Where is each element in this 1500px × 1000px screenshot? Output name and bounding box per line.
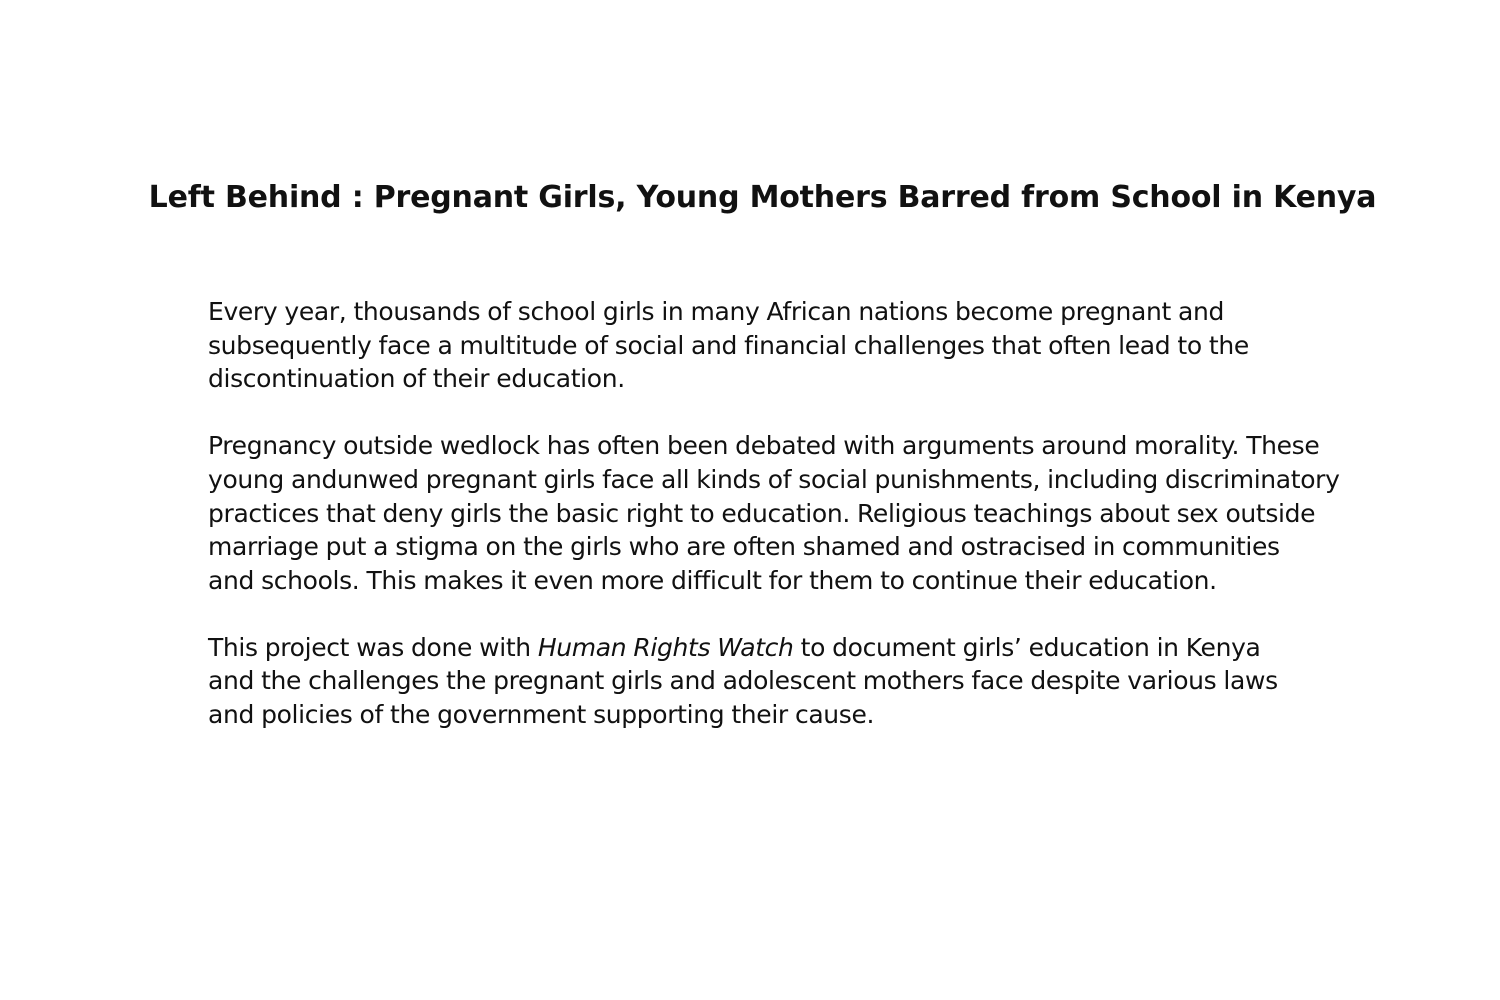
document-body xyxy=(208,295,1398,765)
text-line: marriage put a stigma on the girls who are often shamed and ostracised in communities xyxy=(208,532,1280,562)
text-line: young andunwed pregnant girls face all kinds of social punishments, including discriminatory xyxy=(208,464,1340,494)
paragraph-morality xyxy=(208,429,1398,598)
paragraph-intro xyxy=(208,295,1398,396)
text-line: Pregnancy outside wedlock has often been debated with arguments around morality. These xyxy=(208,431,1320,461)
text-line: and schools. This makes it even more difficult for them to continue their education. xyxy=(208,565,1217,595)
paragraph-project xyxy=(208,631,1398,732)
organization-name: Human Rights Watch xyxy=(537,632,794,662)
text-line: discontinuation of their education. xyxy=(208,364,625,394)
text-run: This project was done with xyxy=(208,632,538,662)
text-line: and the challenges the pregnant girls and adolescent mothers face despite various laws xyxy=(208,666,1278,696)
text-line: subsequently face a multitude of social and financial challenges that often lead to the xyxy=(208,330,1249,360)
text-line: practices that deny girls the basic right to education. Religious teachings about sex outside xyxy=(208,498,1316,528)
text-line: Every year, thousands of school girls in many African nations become pregnant and xyxy=(208,297,1225,326)
text-line xyxy=(208,631,1398,665)
text-line: and policies of the government supporting their cause. xyxy=(208,700,875,730)
text-run: to document girls’ education in Kenya xyxy=(793,632,1261,662)
page-title: Left Behind : Pregnant Girls, Young Mothers Barred from School in Kenya xyxy=(148,180,1377,215)
